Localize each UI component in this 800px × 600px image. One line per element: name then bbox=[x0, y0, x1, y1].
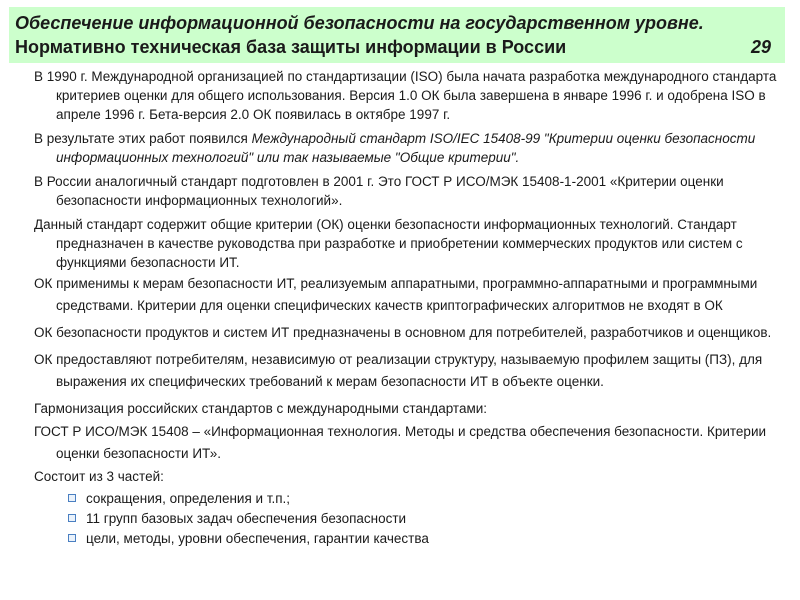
list-item bbox=[68, 529, 779, 549]
paragraph-iso-history: В 1990 г. Международной организацией по стандартизации (ISO) была начата разработка международного стандарта критериев оценки для общего использования. Версия 1.0 ОК была завершена в январе 1996 г. и одобрена ISO в апреле 1996 г. Бета-версия 2.0 ОК появилась в октябре 1997 г. bbox=[34, 69, 777, 122]
list-item bbox=[68, 489, 779, 509]
paragraph-harmonization: Гармонизация российских стандартов с международными стандартами: bbox=[34, 401, 488, 416]
slide-header bbox=[9, 7, 785, 63]
slide-body bbox=[34, 67, 779, 549]
parts-list bbox=[34, 489, 779, 549]
paragraph-ok-audience: ОК безопасности продуктов и систем ИТ предназначены в основном для потребителей, разработчиков и оценщиков. bbox=[34, 325, 772, 340]
standard-name-italic: Международный стандарт ISO/IEC 15408-99 "Критерии оценки безопасности информационных технологий" или так называемые "Общие критерии". bbox=[56, 131, 756, 165]
list-item-text: 11 групп базовых задач обеспечения безопасности bbox=[86, 511, 407, 526]
paragraph-ok-applicability: ОК применимы к мерам безопасности ИТ, реализуемым аппаратными, программно-аппаратными и программными средствами. Критерии для оценки специфических качеств криптографических алгоритмов не входят в ОК bbox=[34, 276, 758, 313]
paragraph-russia-standard: В России аналогичный стандарт подготовлен в 2001 г. Это ГОСТ Р ИСО/МЭК 15408-1-2001 «Критерии оценки безопасности информационных технологий». bbox=[34, 174, 724, 208]
paragraph-international-standard bbox=[34, 129, 779, 167]
list-item-text: сокращения, определения и т.п.; bbox=[86, 491, 291, 506]
paragraph-protection-profile: ОК предоставляют потребителям, независимую от реализации структуру, называемую профилем защиты (ПЗ), для выражения их специфических требований к мерам безопасности ИТ в объекте оценки. bbox=[34, 352, 763, 389]
list-item bbox=[68, 509, 779, 529]
square-bullet-icon bbox=[68, 514, 76, 522]
square-bullet-icon bbox=[68, 534, 76, 542]
paragraph-parts-count: Состоит из 3 частей: bbox=[34, 469, 164, 484]
page-number: 29 bbox=[750, 37, 771, 57]
square-bullet-icon bbox=[68, 494, 76, 502]
slide-title: Обеспечение информационной безопасности на государственном уровне. bbox=[15, 13, 704, 33]
paragraph-gost-15408: ГОСТ Р ИСО/МЭК 15408 – «Информационная технология. Методы и средства обеспечения безопасности. Критерии оценки безопасности ИТ». bbox=[34, 424, 767, 461]
slide-subtitle: Нормативно техническая база защиты информации в России bbox=[15, 37, 567, 57]
list-item-text: цели, методы, уровни обеспечения, гарантии качества bbox=[86, 531, 429, 546]
paragraph-text: В результате этих работ появился bbox=[34, 131, 252, 146]
paragraph-standard-contents: Данный стандарт содержит общие критерии (ОК) оценки безопасности информационных технологий. Стандарт предназначен в качестве руководства при разработке и приобретении коммерческих продуктов или систем с функциями безопасности ИТ. bbox=[34, 217, 743, 270]
